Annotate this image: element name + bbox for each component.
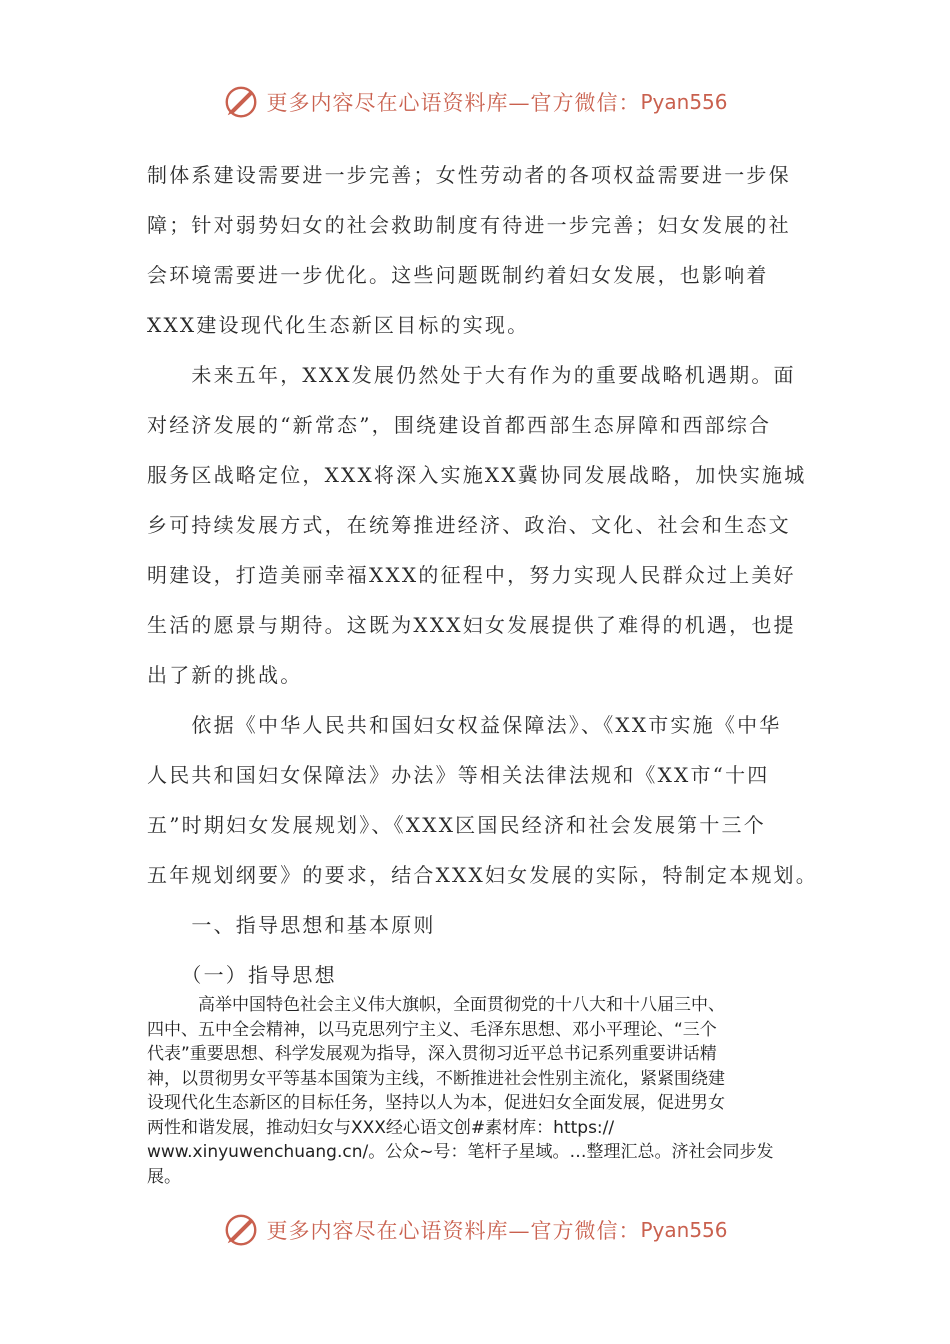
text-line: 明建设，打造美丽幸福XXX的征程中，努力实现人民群众过上美好 xyxy=(147,563,796,587)
dense-line: www.xinyuwenchuang.cn/。公众~号：笔杆子星域。…整理汇总。济社会同步发 xyxy=(147,1142,774,1162)
dense-line: 展。 xyxy=(147,1166,181,1187)
pen-logo-icon xyxy=(222,83,260,121)
dense-line: 代表”重要思想、科学发展观为指导，深入贯彻习近平总书记系列重要讲话精 xyxy=(147,1044,717,1064)
guiding-ideology-paragraph xyxy=(147,993,807,1189)
text-line: 生活的愿景与期待。这既为XXX妇女发展提供了难得的机遇，也提 xyxy=(147,613,796,637)
text-line: 制体系建设需要进一步完善；女性劳动者的各项权益需要进一步保 xyxy=(147,163,791,187)
text-line: 会环境需要进一步优化。这些问题既制约着妇女发展，也影响着 xyxy=(147,263,769,287)
main-text xyxy=(147,150,818,1000)
pen-logo-icon xyxy=(222,1211,260,1249)
text-line: 人民共和国妇女保障法》办法》等相关法律法规和《XX市“十四 xyxy=(147,763,770,787)
text-line: 障；针对弱势妇女的社会救助制度有待进一步完善；妇女发展的社 xyxy=(147,213,791,237)
subsection-heading: （一）指导思想 xyxy=(147,963,337,987)
section-heading: 一、指导思想和基本原则 xyxy=(147,913,436,937)
text-line: 服务区战略定位，XXX将深入实施XX冀协同发展战略，加快实施城 xyxy=(147,463,807,487)
dense-line: 高举中国特色社会主义伟大旗帜，全面贯彻党的十八大和十八届三中、 xyxy=(147,995,725,1015)
watermark-wechat-id: Pyan556 xyxy=(640,1218,728,1242)
watermark-text: 更多内容尽在心语资料库—官方微信： xyxy=(266,1219,641,1243)
text-line: 五”时期妇女发展规划》、《XXX区国民经济和社会发展第十三个 xyxy=(147,813,766,837)
text-line: 未来五年，XXX发展仍然处于大有作为的重要战略机遇期。面 xyxy=(147,363,796,387)
text-line: XXX建设现代化生态新区目标的实现。 xyxy=(147,313,530,337)
text-line: 五年规划纲要》的要求，结合XXX妇女发展的实际，特制定本规划。 xyxy=(147,863,818,887)
text-line: 对经济发展的“新常态”，围绕建设首都西部生态屏障和西部综合 xyxy=(147,413,772,437)
dense-line: 两性和谐发展，推动妇女与XXX经心语文创#素材库：https:// xyxy=(147,1117,615,1138)
text-line: 乡可持续发展方式，在统筹推进经济、政治、文化、社会和生态文 xyxy=(147,513,791,537)
text-line: 出了新的挑战。 xyxy=(147,663,303,687)
footer-watermark xyxy=(0,1208,950,1252)
text-line: 依据《中华人民共和国妇女权益保障法》、《XX市实施《中华 xyxy=(147,713,782,737)
dense-line: 四中、五中全会精神，以马克思列宁主义、毛泽东思想、邓小平理论、“三个 xyxy=(147,1019,717,1040)
watermark-text: 更多内容尽在心语资料库—官方微信： xyxy=(266,91,641,115)
dense-line: 神，以贯彻男女平等基本国策为主线，不断推进社会性别主流化，紧紧围绕建 xyxy=(147,1068,725,1089)
dense-line: 设现代化生态新区的目标任务，坚持以人为本，促进妇女全面发展，促进男女 xyxy=(147,1093,725,1113)
watermark-wechat-id: Pyan556 xyxy=(640,90,728,114)
header-watermark xyxy=(0,80,950,124)
